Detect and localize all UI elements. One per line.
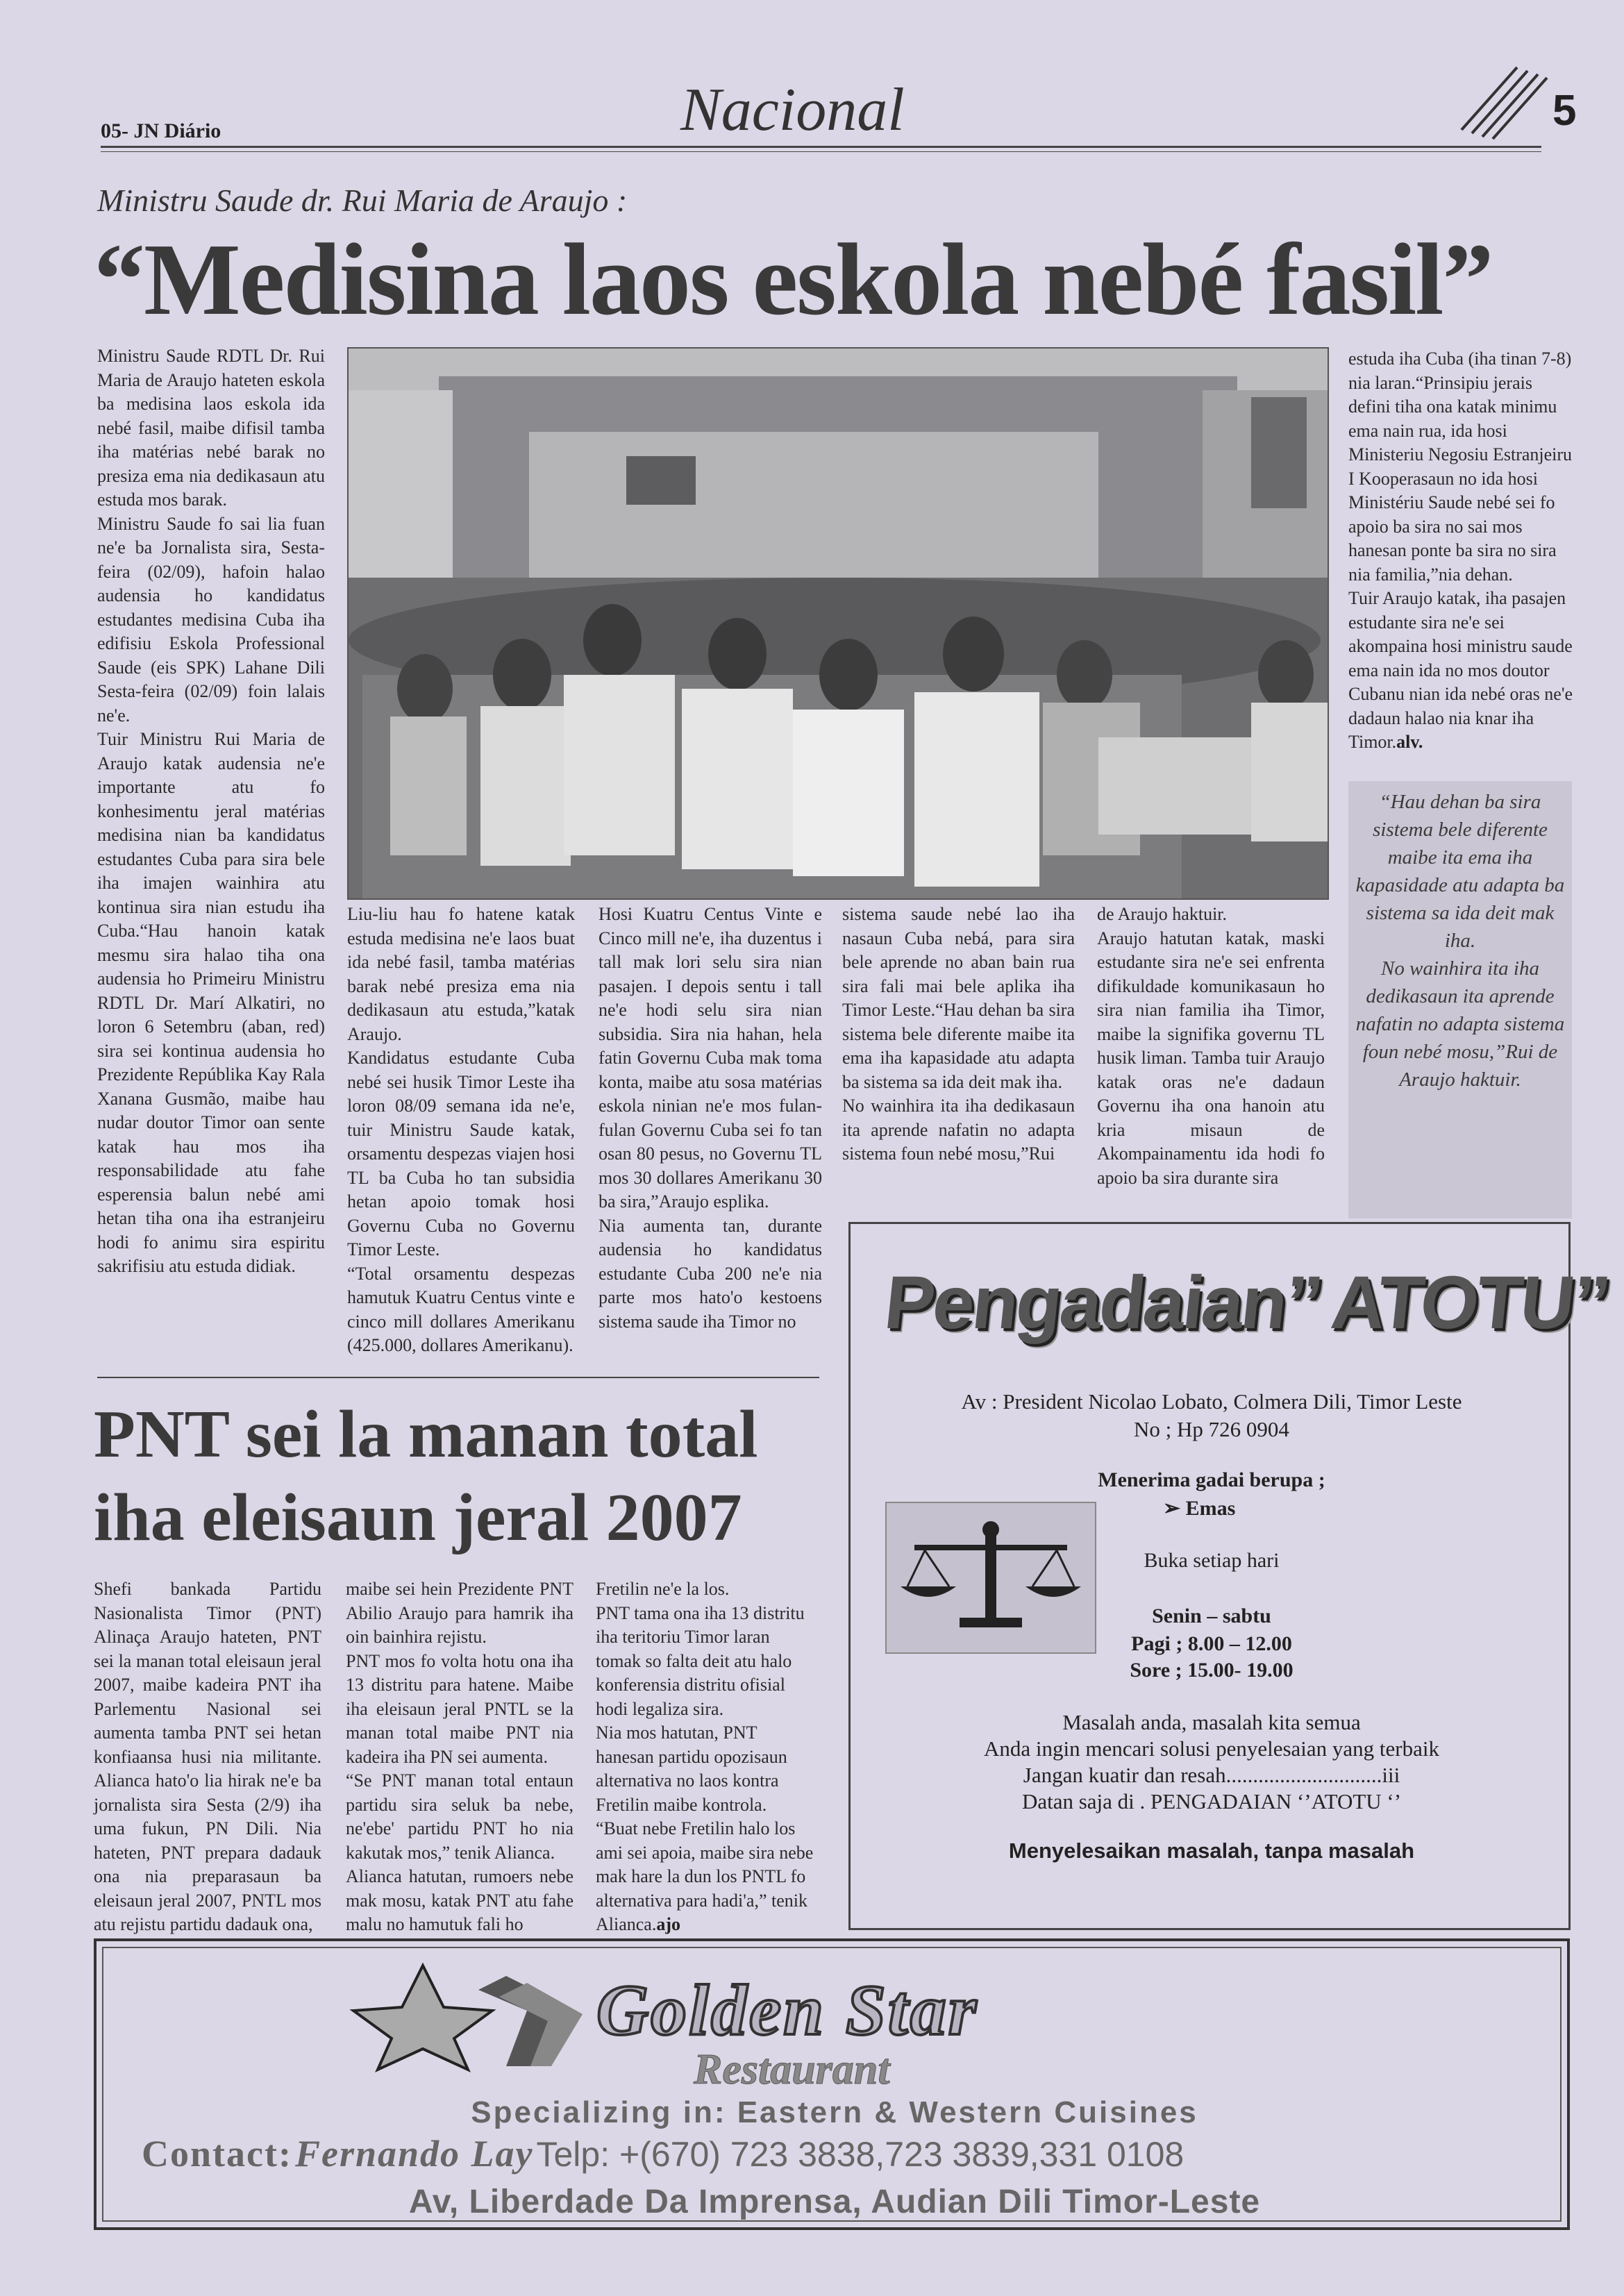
author-signature: alv. bbox=[1396, 732, 1423, 752]
pawn-line-3: Jangan kuatir dan resah.............................iii bbox=[1023, 1763, 1400, 1787]
pawn-line-4: Datan saja di . PENGADAIAN ‘’ATOTU ‘’ bbox=[1021, 1789, 1402, 1813]
star-logo-icon bbox=[340, 1962, 596, 2073]
pawn-ad bbox=[848, 1222, 1612, 1930]
pull-quote: “Hau dehan ba sira sistema bele diferente maibe ita ema iha kapasidade atu adapta ba sistema sa ida deit mak iha. No wainhira ita iha dedikasaun ita aprende nafatin no adapta sistema foun nebé mosu,”Rui de Araujo haktuir. bbox=[1348, 781, 1572, 1218]
article-column-6 bbox=[1348, 347, 1576, 755]
section-title: Nacional bbox=[680, 76, 905, 144]
pawn-days: Senin – sabtu bbox=[1152, 1604, 1271, 1627]
second-headline-line2: iha eleisaun jeral 2007 bbox=[94, 1480, 742, 1555]
pawn-ad-title: Pengadaian’’ ATOTU’’ bbox=[880, 1260, 1612, 1344]
header-rule bbox=[101, 146, 1541, 148]
contact-phone: Telp: +(670) 723 3838,723 3839,331 0108 bbox=[536, 2135, 1184, 2174]
article-column-3: Hosi Kuatru Centus Vinte e Cinco mill ne'e, iha duzentus i tall mak lori selu sira nian pasajen. I depois sentu i tall ne'e hodi selu sira nian subsidia. Sira nia hahan, hela fatin Governu Cuba mak toma konta, maibe atu sosa matérias eskola ninian ne'e mos fulan-fulan Governu Cuba sei fo tan osan 80 pesus, no Governu TL mos 30 dollares Amerikanu 30 ba sira,”Araujo esplika. Nia aumenta tan, durante audensia ho kandidatus estudante Cuba 200 ne'e nia parte mos hato'o kestoens sistema saude iha Timor no bbox=[598, 904, 822, 1332]
students-photo bbox=[347, 347, 1329, 900]
pawn-open-days: Buka setiap hari bbox=[1144, 1549, 1280, 1572]
contact-name: Fernando Lay bbox=[294, 2133, 534, 2175]
pawn-slogan: Menyelesaikan masalah, tanpa masalah bbox=[1008, 1838, 1415, 1863]
restaurant-subtitle: Restaurant bbox=[694, 2046, 890, 2093]
slash-decoration-icon bbox=[1458, 64, 1548, 140]
article-kicker: Ministru Saude dr. Rui Maria de Araujo : bbox=[97, 183, 628, 218]
pawn-accept-item bbox=[1163, 1496, 1235, 1520]
arrow-bullet-icon: ➢ bbox=[1163, 1497, 1186, 1520]
second-column-2: maibe sei hein Prezidente PNT Abilio Araujo para hamrik iha oin bainhira rejistu. PNT mos fo volta hotu ona iha 13 distritu para hatene. Maibe iha eleisaun jeral PNTL se la manan total maibe PNT nia kadeira iha PN sei aumenta. “Se PNT manan total entaun partidu sira seluk ba nebe, ne'ebe' partidu PNT ho nia kakutak mos,” tenik Alianca. Alianca hatutan, rumoers nebe mak mosu, katak PNT atu fahe malu no hamutuk fali ho bbox=[346, 1579, 574, 1934]
pawn-ad-phone: No ; Hp 726 0904 bbox=[1134, 1417, 1289, 1441]
second-column-3 bbox=[596, 1577, 817, 1937]
article-column-4: sistema saude nebé lao iha nasaun Cuba nebá, para sira bele aprende no aban bain rua sira fali mai bele aplika iha Timor Leste.“Hau dehan ba sira sistema bele diferente maibe ita ema iha kapasidade atu adapta ba sistema sa ida deit mak iha. No wainhira ita iha dedikasaun ita aprende nafatin no adapta sistema foun nebé mosu,”Rui bbox=[842, 904, 1075, 1164]
restaurant-ad bbox=[94, 1938, 1570, 2230]
restaurant-name: Golden Star bbox=[596, 1970, 979, 2050]
pawn-line-1: Masalah anda, masalah kita semua bbox=[1062, 1710, 1361, 1734]
header-rule-thin bbox=[101, 151, 1541, 152]
article-column-5: de Araujo haktuir. Araujo hatutan katak, maski estudante sira ne'e sei enfrenta difikuldade komunikasaun ho sira nian familia iha Timor, maibe la signifika governu TL husik liman. Tamba tuir Araujo katak oras ne'e dadaun Governu iha ona hanoin atu kria misaun de Akompainamentu ida hodi fo apoio ba sira durante sira bbox=[1097, 904, 1325, 1188]
pawn-accept-item-label: Emas bbox=[1185, 1497, 1236, 1520]
pawn-line-2: Anda ingin mencari solusi penyelesaian yang terbaik bbox=[984, 1736, 1439, 1761]
second-column-1: Shefi bankada Partidu Nasionalista Timor (PNT) Alinaça Araujo hateten, PNT sei la manan total eleisaun jeral 2007, maibe kadeira PNT iha Parlementu Nasional sei aumenta tamba PNT sei hetan konfiaansa husi nia militante. Alianca hato'o lia hirak ne'e ba jornalista sira Sesta (2/9) iha uma fukun, PN Dili. Nia hateten, PNT prepara dadauk ona nia preparasaun ba eleisaun jeral 2007, PNTL mos atu rejistu partidu dadauk ona, bbox=[94, 1579, 321, 1934]
page-ref: 05- JN Diário bbox=[101, 119, 221, 142]
pawn-morning-hours: Pagi ; 8.00 – 12.00 bbox=[1131, 1632, 1292, 1655]
second-author-signature: ajo bbox=[656, 1914, 681, 1934]
second-column-3-text: Fretilin ne'e la los. PNT tama ona iha 13 distritu iha teritoriu Timor laran tomak so falta deit atu halo konferensia distritu ofisial hodi legaliza sira. Nia mos hatutan, PNT hanesan partidu opozisaun alternativa no laos kontra Fretilin maibe kontrola. “Buat nebe Fretilin halo los ami sei apoia, maibe sira nebe mak hare la dun los PNTL fo alternativa para hadi'a,” tenik Alianca. bbox=[596, 1579, 814, 1934]
article-column-2: Liu-liu hau fo hatene katak estuda medisina ne'e laos buat ida nebé fasil, tamba matérias barak nebé presiza ema nia dedikasaun atu estuda,”katak Araujo. Kandidatus estudante Cuba nebé sei husik Timor Leste iha loron 08/09 semana ida ne'e, tuir Ministru Saude katak, orsamentu despezas viajen hosi TL ba Cuba ho tan subsidia hetan apoio tomak hosi Governu Cuba no Governu Timor Leste. “Total orsamentu despezas hamutuk Kuatru Centus vinte e cinco mill dollares Amerikanu (425.000, dollares Amerikanu). bbox=[347, 904, 575, 1355]
article-divider bbox=[97, 1377, 819, 1378]
page-number: 5 bbox=[1552, 87, 1577, 135]
scales-icon bbox=[885, 1502, 1096, 1654]
article-column-6-text: estuda iha Cuba (iha tinan 7-8) nia laran.“Prinsipiu jerais defini tiha ona katak minimu ema nain rua, ida hosi Ministeriu Negosiu Estranjeiru I Kooperasaun no ida hosi Ministériu Saude nebé sei fo apoio ba sira no sai mos hanesan ponte ba sira no sira nia familia,”nia dehan. Tuir Araujo katak, iha pasajen estudante sira ne'e sei akompaina hosi ministru saude ema nain ida no mos doutor Cubanu nian ida nebé oras ne'e dadaun halao nia knar iha Timor. bbox=[1348, 349, 1573, 752]
restaurant-address: Av, Liberdade Da Imprensa, Audian Dili Timor-Leste bbox=[408, 2184, 1261, 2220]
pawn-accept-heading: Menerima gadai berupa ; bbox=[1098, 1468, 1325, 1491]
restaurant-specializing: Specializing in: Eastern & Western Cuisines bbox=[471, 2095, 1198, 2129]
article-headline: “Medisina laos eskola nebé fasil” bbox=[94, 223, 1493, 337]
pawn-afternoon-hours: Sore ; 15.00- 19.00 bbox=[1130, 1659, 1294, 1682]
second-headline-line1: PNT sei la manan total bbox=[94, 1397, 758, 1472]
pawn-ad-address: Av : President Nicolao Lobato, Colmera Dili, Timor Leste bbox=[961, 1389, 1462, 1414]
contact-label: Contact: bbox=[142, 2133, 292, 2175]
restaurant-contact bbox=[142, 2132, 1530, 2175]
article-column-1: Ministru Saude RDTL Dr. Rui Maria de Araujo hateten eskola ba medisina laos eskola ida nebé fasil, maibe difisil tamba iha matérias nebé barak no presiza ema nia dedikasaun atu estuda mos barak. Ministru Saude fo sai lia fuan ne'e ba Jornalista sira, Sesta-feira (02/09), hafoin halao audensia ho kandidatus estudantes medisina Cuba iha edifisiu Eskola Professional Saude (eis SPK) Lahane Dili Sesta-feira (02/09) foin lalais ne'e. Tuir Ministru Rui Maria de Araujo katak audensia ne'e importante atu fo konhesimentu jeral matérias medisina nian ba kandidatus estudantes Cuba para sira bele iha imajen wainhira atu kontinua sira nian estudu iha Cuba.“Hau hanoin katak mesmu sira halao tiha ona audensia ho Primeiru Ministru RDTL Dr. Marí Alkatiri, no loron 6 Setembru (aban, red) sira sei kontinua audensia ho Prezidente Repúblika Kay Rala Xanana Gusmão, maibe hau nudar doutor Timor oan sente katak hau mos iha responsabilidade atu fahe esperensia balun nebé ami hetan tiha ona iha estranjeiru hodi fo animu sira espiritu sakrifisiu atu estuda didiak. bbox=[97, 346, 325, 1276]
